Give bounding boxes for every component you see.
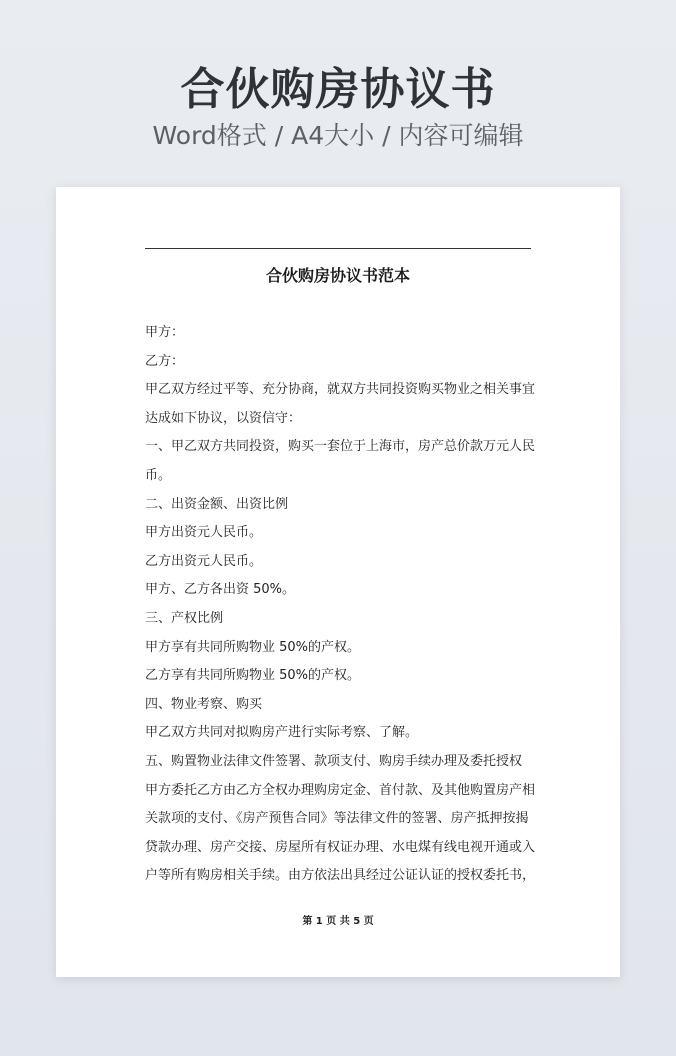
document-line: 乙方出资元人民币。 — [145, 553, 263, 569]
page-number-footer: 第 1 页 共 5 页 — [302, 916, 374, 927]
document-line: 三、产权比例 — [145, 610, 224, 626]
document-title: 合伙购房协议书范本 — [265, 266, 410, 285]
document-line: 甲方出资元人民币。 — [145, 525, 263, 541]
banner-title: 合伙购房协议书 — [180, 64, 496, 115]
document-line: 甲方享有共同所购物业 50%的产权。 — [145, 639, 361, 655]
document-line: 二、出资金额、出资比例 — [145, 496, 289, 512]
document-line: 币。 — [145, 467, 172, 483]
document-line: 甲方、乙方各出资 50%。 — [145, 582, 296, 598]
document-line: 户等所有购房相关手续。由方依法出具经过公证认证的授权委托书， — [145, 868, 536, 884]
document-line: 四、物业考察、购买 — [145, 696, 263, 712]
document-line: 一、甲乙双方共同投资，购买一套位于上海市，房产总价款万元人民 — [145, 439, 536, 455]
document-page — [56, 187, 620, 977]
document-line: 乙方享有共同所购物业 50%的产权。 — [145, 668, 361, 684]
document-line: 关款项的支付、《房产预售合同》等法律文件的签署、房产抵押按揭 — [145, 811, 529, 827]
document-line: 甲方委托乙方由乙方全权办理购房定金、首付款、及其他购置房产相 — [145, 782, 536, 798]
document-line: 五、购置物业法律文件签署、款项支付、购房手续办理及委托授权 — [145, 753, 523, 769]
document-line: 乙方： — [145, 353, 185, 369]
banner-subtitle: Word格式 / A4大小 / 内容可编辑 — [152, 121, 524, 150]
document-line: 甲乙双方经过平等、充分协商，就双方共同投资购买物业之相关事宜 — [145, 382, 536, 398]
document-line: 达成如下协议，以资信守： — [145, 410, 302, 426]
header-rule — [145, 248, 531, 249]
document-line: 甲方： — [145, 325, 185, 340]
document-line: 贷款办理、房产交接、房屋所有权证办理、水电煤有线电视开通或入 — [145, 839, 536, 855]
document-body — [145, 319, 545, 891]
document-line: 甲乙双方共同对拟购房产进行实际考察、了解。 — [145, 725, 419, 741]
